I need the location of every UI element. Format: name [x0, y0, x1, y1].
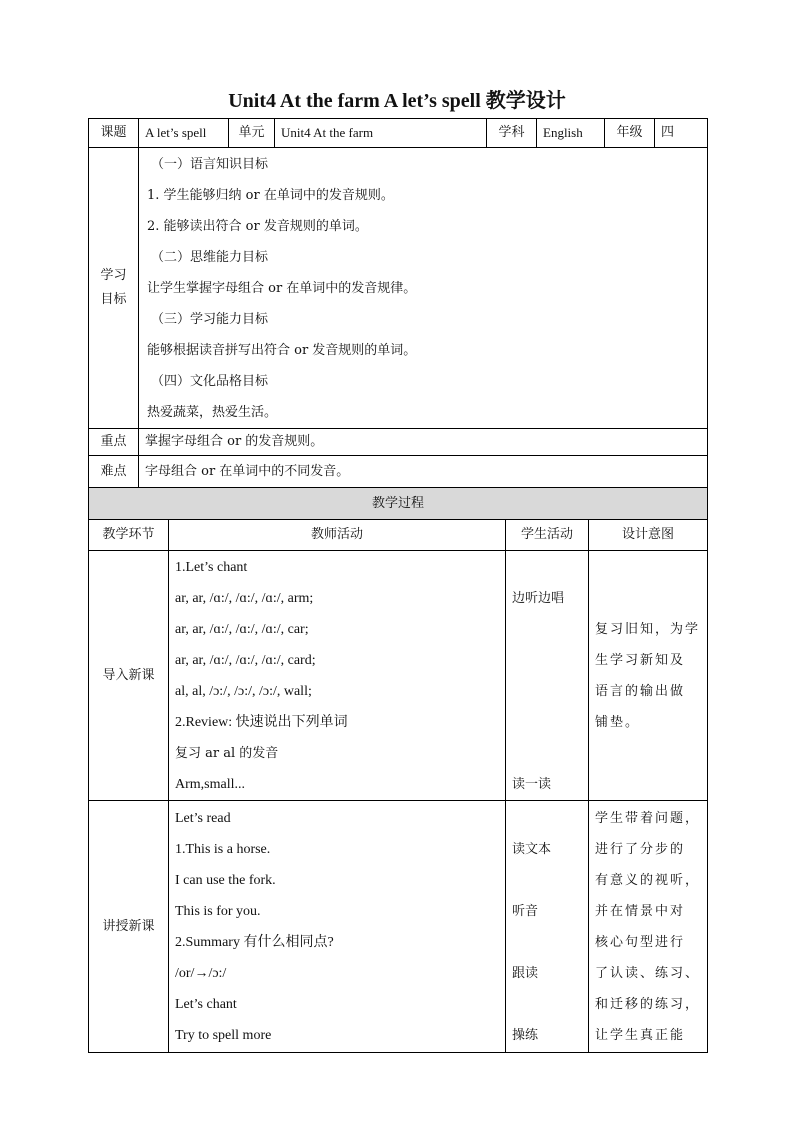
intent-line: 并在情景中对 [595, 903, 686, 919]
student-line [512, 645, 588, 676]
student-line: 读文本 [512, 841, 552, 857]
teacher-line: ar, ar, /ɑ:/, /ɑ:/, /ɑ:/, card; [175, 652, 316, 668]
goal-line: （四）文化品格目标 [151, 374, 269, 389]
intent-line: 生学习新知及 [595, 652, 686, 668]
student-line: 听音 [512, 903, 539, 919]
teacher-line: ar, ar, /ɑ:/, /ɑ:/, /ɑ:/, car; [175, 621, 309, 637]
teacher-line: 2.Review: 快速说出下列单词 [175, 714, 348, 730]
teacher-line: Try to spell more [175, 1027, 272, 1043]
student-line [512, 989, 588, 1020]
teaching-process-table [88, 487, 708, 1053]
teacher-activity-cell [169, 551, 506, 801]
teacher-line: /or/→/ɔ:/ [175, 965, 227, 981]
student-line [512, 614, 588, 645]
col-intent-header: 设计意图 [589, 520, 708, 551]
grade-value: 四 [655, 119, 708, 148]
goal-line: （三）学习能力目标 [151, 312, 269, 327]
key-point-value: 掌握字母组合 or 的发音规则。 [139, 429, 708, 456]
page-title: Unit4 At the farm A let’s spell 教学设计 [228, 90, 566, 112]
student-line [512, 927, 588, 958]
intent-line: 语言的输出做 [595, 683, 686, 699]
stage-cell [89, 551, 169, 801]
teacher-line: I can use the fork. [175, 872, 276, 888]
goal-line: 能够根据读音拼写出符合 or 发音规则的单词。 [147, 343, 417, 358]
stage-label: 导入新课 [102, 668, 155, 683]
goals-label [89, 148, 139, 429]
goal-line: （一）语言知识目标 [151, 157, 269, 172]
teacher-line: ar, ar, /ɑ:/, /ɑ:/, /ɑ:/, arm; [175, 590, 314, 606]
intent-line: 有意义的视听， [595, 872, 701, 888]
student-line: 读一读 [512, 776, 552, 792]
lesson-info-table [88, 118, 708, 488]
intent-line: 进行了分步的 [595, 841, 686, 857]
student-activity-cell [506, 551, 589, 801]
goal-line: （二）思维能力目标 [151, 250, 269, 265]
teacher-line: Let’s read [175, 810, 231, 826]
difficulty-label: 难点 [89, 456, 139, 488]
stage-label: 讲授新课 [102, 919, 155, 934]
intent-cell [589, 801, 708, 1053]
key-point-label: 重点 [89, 429, 139, 456]
difficulty-value: 字母组合 or 在单词中的不同发音。 [139, 456, 708, 488]
goal-line: 1. 学生能够归纳 or 在单词中的发音规则。 [147, 188, 394, 203]
intent-line: 学生带着问题， [595, 810, 701, 826]
teacher-line: Arm,small... [175, 776, 245, 792]
teacher-line: 1.This is a horse. [175, 841, 271, 857]
student-activity-cell [506, 801, 589, 1053]
unit-value: Unit4 At the farm [275, 119, 487, 148]
student-line [512, 865, 588, 896]
process-row [89, 801, 708, 1053]
teacher-line: 复习 ar al 的发音 [175, 745, 279, 761]
teacher-line: Let’s chant [175, 996, 237, 1012]
goal-line: 热爱蔬菜，热爱生活。 [147, 405, 278, 420]
intent-line: 让学生真正能 [595, 1027, 686, 1043]
unit-label: 单元 [229, 119, 275, 148]
process-header: 教学过程 [89, 488, 708, 520]
col-stage-header: 教学环节 [89, 520, 169, 551]
process-row [89, 551, 708, 801]
goal-line: 2. 能够读出符合 or 发音规则的单词。 [147, 219, 368, 234]
intent-line: 和迁移的练习， [595, 996, 701, 1012]
grade-label: 年级 [605, 119, 655, 148]
stage-cell [89, 801, 169, 1053]
intent-line: 铺垫。 [595, 714, 641, 730]
goals-content [139, 148, 708, 429]
goals-label-line2: 目标 [100, 292, 127, 307]
goals-label-line1: 学习 [100, 268, 127, 283]
student-line: 操练 [512, 1027, 539, 1043]
student-line [512, 738, 588, 769]
topic-value: A let’s spell [139, 119, 229, 148]
goal-line: 让学生掌握字母组合 or 在单词中的发音规律。 [147, 281, 417, 296]
teacher-activity-cell [169, 801, 506, 1053]
col-student-header: 学生活动 [506, 520, 589, 551]
intent-line: 核心句型进行 [595, 934, 686, 950]
subject-value: English [537, 119, 605, 148]
intent-line: 复习旧知，为学 [595, 621, 701, 637]
col-teacher-header: 教师活动 [169, 520, 506, 551]
student-line [512, 552, 588, 583]
teacher-line: This is for you. [175, 903, 261, 919]
teacher-line: 2.Summary 有什么相同点? [175, 934, 334, 950]
teacher-line: 1.Let’s chant [175, 559, 248, 575]
student-line: 跟读 [512, 965, 539, 981]
student-line: 边听边唱 [512, 590, 565, 606]
intent-line: 了认读、练习、 [595, 965, 701, 981]
teacher-line: al, al, /ɔ:/, /ɔ:/, /ɔ:/, wall; [175, 683, 312, 699]
student-line [512, 707, 588, 738]
student-line [512, 676, 588, 707]
intent-cell [589, 551, 708, 801]
topic-label: 课题 [89, 119, 139, 148]
subject-label: 学科 [487, 119, 537, 148]
student-line [512, 803, 588, 834]
